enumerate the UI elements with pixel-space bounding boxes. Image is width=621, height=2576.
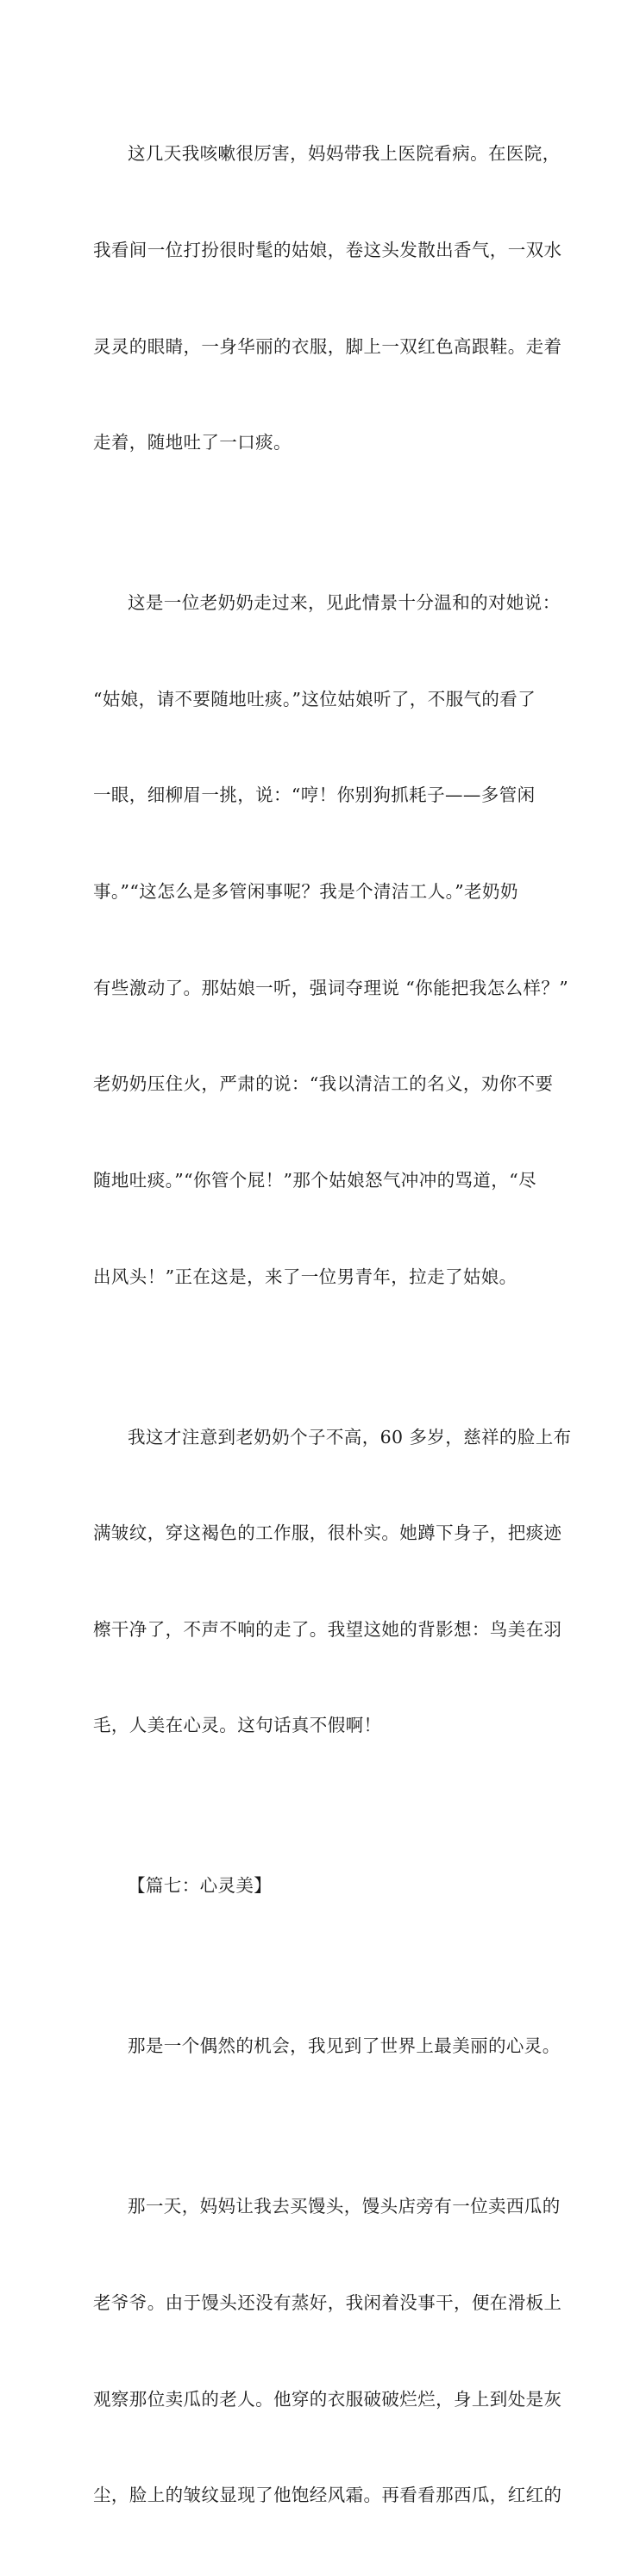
text-line: 檫干净了，不声不响的走了。我望这她的背影想：鸟美在羽 [93,1618,562,1640]
text-line: 走着，随地吐了一口痰。 [93,432,292,453]
paragraph [93,1357,572,1806]
text-line: 事。”“这怎么是多管闲事呢？我是个清洁工人。”老奶奶 [93,881,518,903]
text-line: 那是一个偶然的机会，我见到了世界上最美丽的心灵。 [128,2035,561,2057]
text-line: 随地吐痰。”“你管个屁！”那个姑娘怒气冲冲的骂道，“尽 [93,1169,536,1191]
text-line: 出风头！”正在这是，来了一位男青年，拉走了姑娘。 [93,1266,518,1287]
text-line: 观察那位卖瓜的老人。他穿的衣服破破烂烂，身上到处是灰 [93,2388,562,2410]
section-title [93,1806,529,1966]
text-line: 我看间一位打扮很时髦的姑娘，卷这头发散出香气，一双水 [93,240,562,261]
document-body [93,74,572,2576]
text-line: 有些激动了。那姑娘一听，强词夺理说 “你能把我怎么样？” [93,977,569,998]
text-line: 这几天我咳嗽很厉害，妈妈带我上医院看病。在医院， [128,143,561,165]
section-title-text: 【篇七：心灵美】 [128,1875,273,1897]
text-line: 老爷爷。由于馒头还没有蒸好，我闲着没事干，便在滑板上 [93,2292,562,2314]
text-line: 灵灵的眼睛，一身华丽的衣服，脚上一双红色高跟鞋。走着 [93,335,562,357]
paragraph [93,523,569,1357]
text-line: 一眼，细柳眉一挑，说：“哼！你别狗抓耗子——多管闲 [93,785,536,806]
text-line: 那一天，妈妈让我去买馒头，馒头店旁有一位卖西瓜的 [128,2196,561,2217]
text-line: 尘，脸上的皱纹显现了他饱经风霜。再看看那西瓜，红红的 [93,2485,562,2506]
text-line: 老奶奶压住火，严肃的说：“我以清洁工的名义，劝你不要 [93,1073,554,1095]
paragraph [93,2127,562,2576]
text-line: 这是一位老奶奶走过来，见此情景十分温和的对她说： [128,592,561,614]
paragraph [93,1966,561,2127]
paragraph [93,74,562,523]
text-line: 满皱纹，穿这褐色的工作服，很朴实。她蹲下身子，把痰迹 [93,1522,562,1544]
text-line: 我这才注意到老奶奶个子不高，60 多岁，慈祥的脸上布 [128,1426,572,1447]
text-line: “姑娘，请不要随地吐痰。”这位姑娘听了，不服气的看了 [93,688,536,710]
text-line: 毛，人美在心灵。这句话真不假啊！ [93,1715,382,1736]
